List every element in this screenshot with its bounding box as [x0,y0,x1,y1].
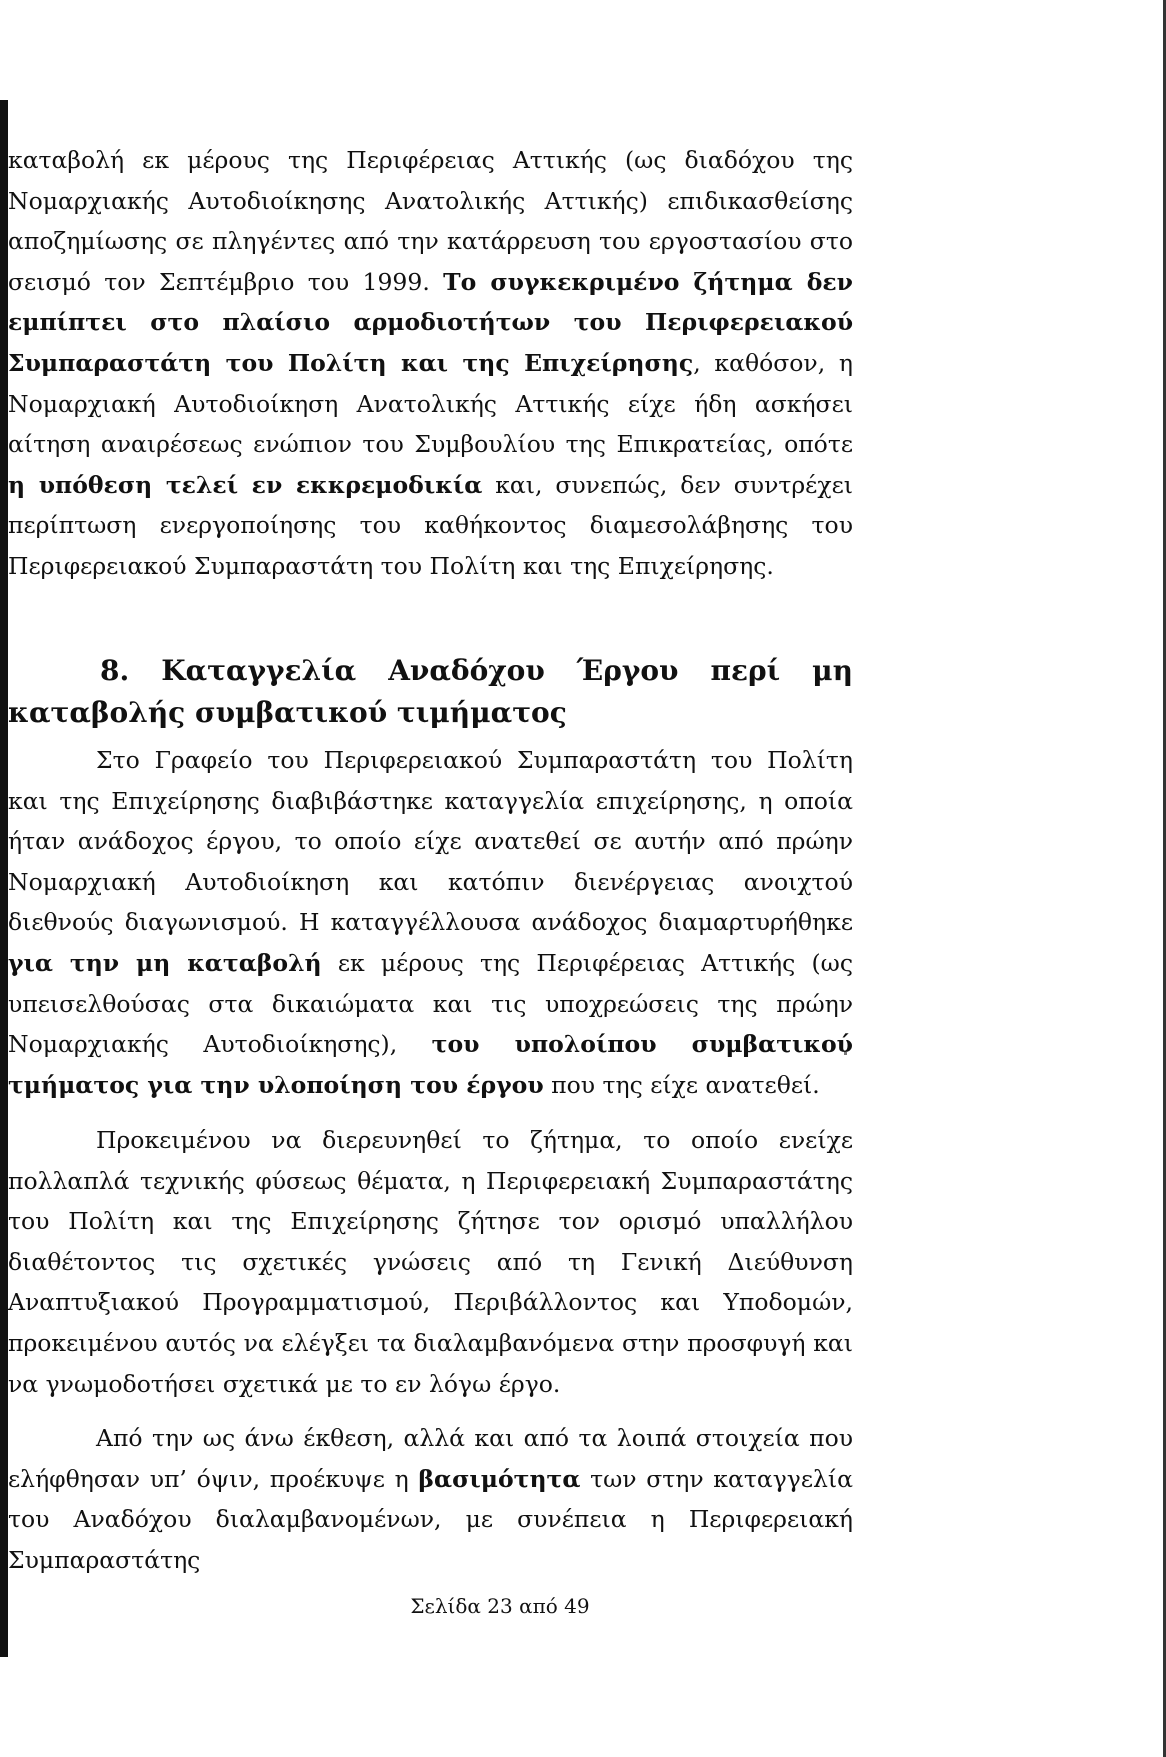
paragraph-2 [8,740,853,1105]
p1-text-1: καταβολή εκ μέρους της Περιφέρειας Αττικής (ως διαδόχου της Νομαρχιακής Αυτοδιοίκησης Ανατολικής Αττικής) επιδικασθείσης αποζημίωσης σε πληγέντες από την κατάρρευση του εργοστασίου στο σεισμό τον Σεπτέμβριο του 1999. [8,146,853,296]
p4-text-2: των στην καταγγελία του Αναδόχου διαλαμβανομένων, με συνέπεια η Περιφερειακή Συμπαραστάτης [8,1464,853,1574]
p2-text-1: Στο Γραφείο του Περιφερειακού Συμπαραστάτη του Πολίτη και της Επιχείρησης διαβιβάστηκε καταγγελία επιχείρησης, η οποία ήταν ανάδοχος έργου, το οποίο είχε ανατεθεί σε αυτήν από πρώην Νομαρχιακή Αυτοδιοίκηση και κατόπιν διενέργειας ανοιχτού διεθνούς διαγωνισμού. Η καταγγέλλουσα ανάδοχος διαμαρτυρήθηκε [8,746,853,937]
p4-text-1: Από την ως άνω έκθεση, αλλά και από τα λοιπά στοιχεία που ελήφθησαν υπ’ όψιν, προέκυψε η [8,1424,853,1493]
p1-bold-1: Το συγκεκριμένο ζήτημα δεν εμπίπτει στο πλαίσιο αρμοδιοτήτων του Περιφερειακού Συμπαραστάτη του Πολίτη και της Επιχείρησης [8,267,853,377]
scan-left-edge [0,100,8,1657]
p2-text-3: που της είχε ανατεθεί. [551,1070,820,1099]
section-heading [8,650,853,734]
p2-text-2: εκ μέρους της Περιφέρειας Αττικής (ως υπεισελθούσας στα δικαιώματα και τις υποχρεώσεις της πρώην Νομαρχιακής Αυτοδιοίκησης), [8,948,853,1059]
p2-bold-2: του υπολοίπου συμβατικού τμήματος για την υλοποίηση του έργου [8,1030,853,1099]
p1-text-3: και, συνεπώς, δεν συντρέχει περίπτωση ενεργοποίησης του καθήκοντος διαμεσολάβησης του Περιφερειακού Συμπαραστάτη του Πολίτη και της Επιχείρησης. [8,470,853,580]
page-number: Σελίδα 23 από 49 [410,1594,590,1618]
p1-text-2: , καθόσον, η Νομαρχιακή Αυτοδιοίκηση Ανατολικής Αττικής είχε ήδη ασκήσει αίτηση αναιρέσεως ενώπιον του Συμβουλίου της Επικρατείας, οπότε [8,348,854,459]
paragraph-1 [8,140,853,587]
paragraph-3 [8,1120,853,1404]
p2-bold-1: για την μη καταβολή [8,948,322,977]
p1-bold-2: η υπόθεση τελεί εν εκκρεμοδικία [8,470,483,499]
p3-text-1: Προκειμένου να διερευνηθεί το ζήτημα, το οποίο ενείχε πολλαπλά τεχνικής φύσεως θέματα, η Περιφερειακή Συμπαραστάτης του Πολίτη και της Επιχείρησης ζήτησε τον ορισμό υπαλλήλου διαθέτοντος τις σχετικές γνώσεις από τη Γενική Διεύθυνση Αναπτυξιακού Προγραμματισμού, Περιβάλλοντος και Υποδομών, προκειμένου αυτός να ελέγξει τα διαλαμβανόμενα στην προσφυγή και να γνωμοδοτήσει σχετικά με το εν λόγω έργο. [8,1126,853,1398]
p4-bold-1: βασιμότητα [418,1464,581,1493]
paragraph-4 [8,1418,853,1580]
section-number: 8. [100,654,130,687]
section-title: Καταγγελία Αναδόχου Έργου περί μη καταβολής συμβατικού τιμήματος [8,654,854,729]
